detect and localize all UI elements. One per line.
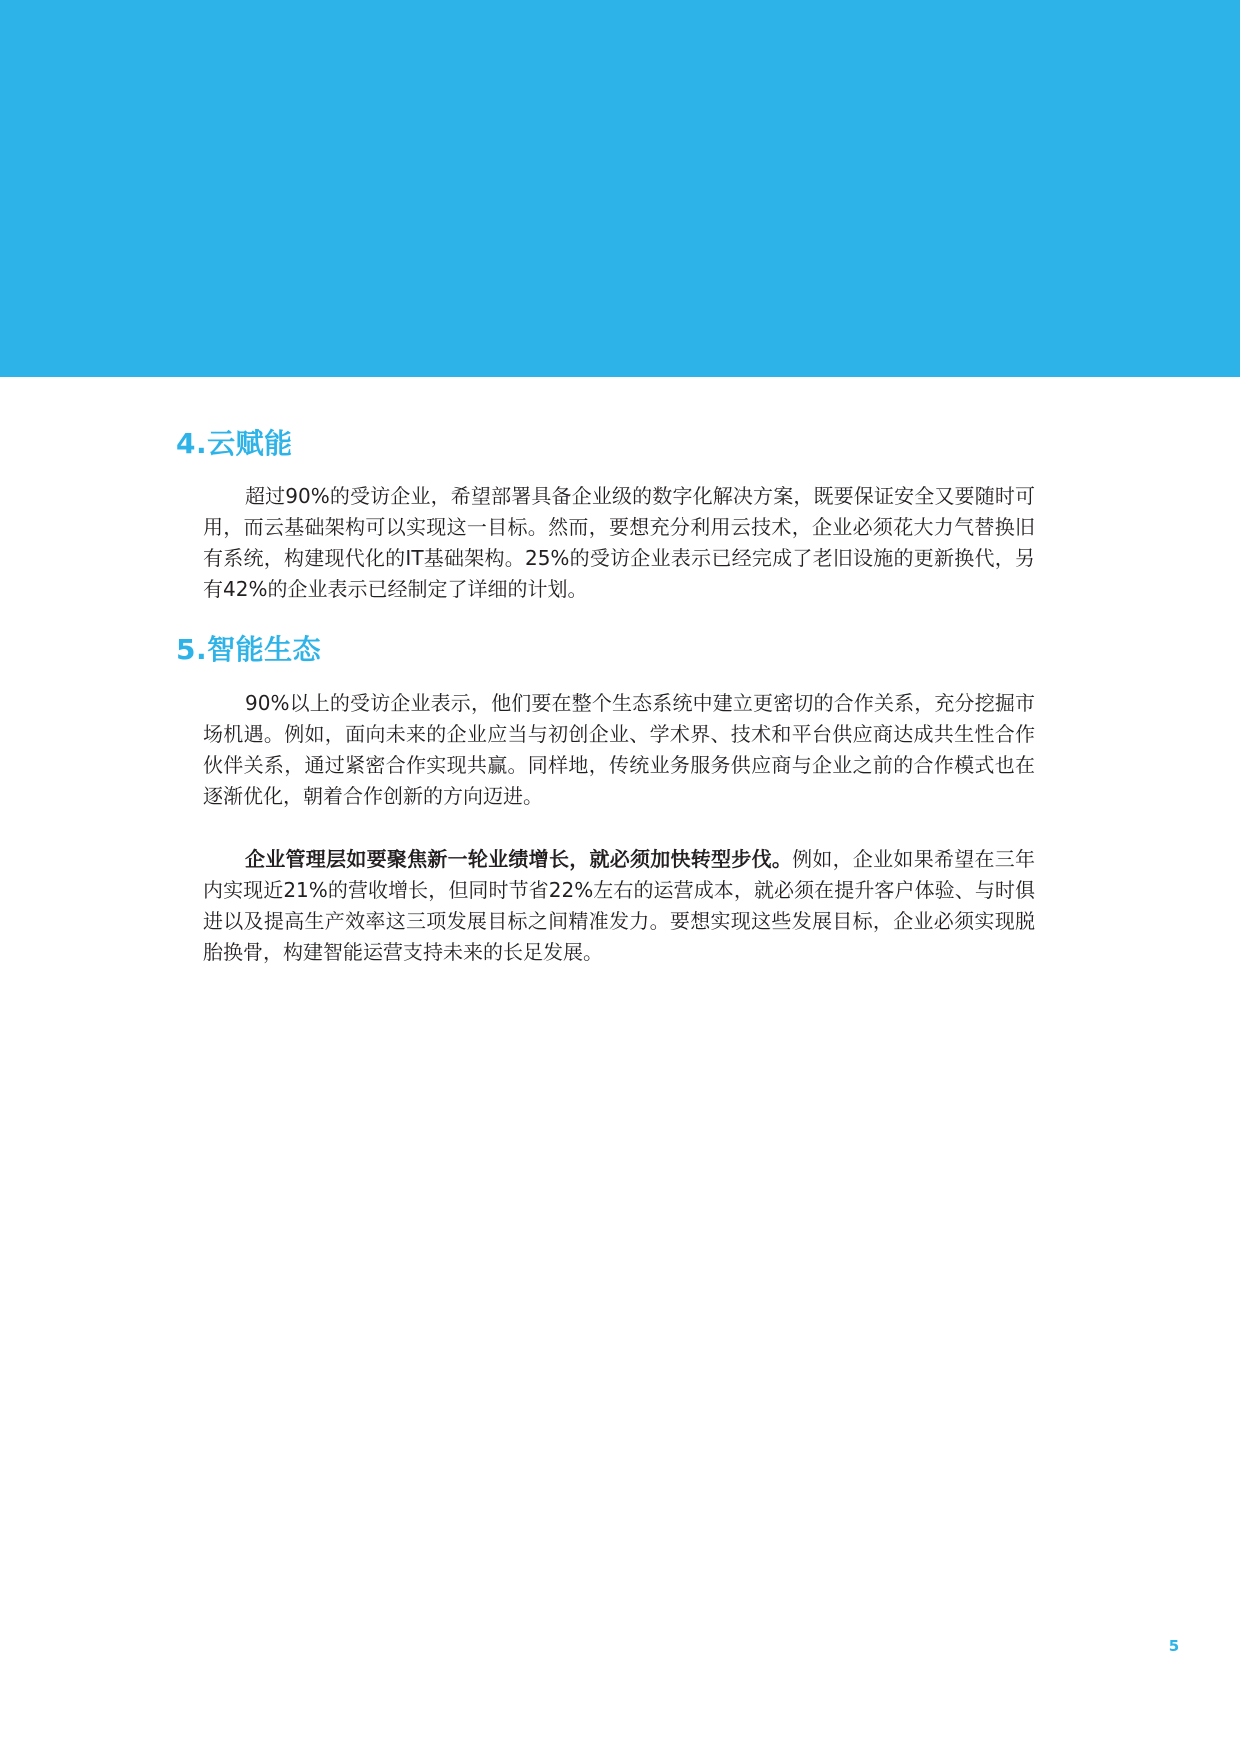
page-number: 5 — [1168, 1637, 1180, 1655]
section-heading-ecosystem: 5.智能生态 — [176, 633, 322, 666]
paragraph-growth-body: 例如，企业如果希望在三年内实现近21%的营收增长，但同时节省22%左右的运营成本，就必须在提升客户体验、与时俱进以及提高生产效率这三项发展目标之间精准发力。要想实现这些发展目标，企业必须实现脱胎换骨，构建智能运营支持未来的长足发展。 — [203, 847, 1036, 964]
section-heading-cloud: 4.云赋能 — [176, 427, 293, 460]
paragraph-growth-lead: 企业管理层如要聚焦新一轮业绩增长，就必须加快转型步伐。 — [245, 847, 793, 871]
paragraph-growth — [203, 844, 1035, 968]
paragraph-ecosystem: 90%以上的受访企业表示，他们要在整个生态系统中建立更密切的合作关系，充分挖掘市场机遇。例如，面向未来的企业应当与初创企业、学术界、技术和平台供应商达成共生性合作伙伴关系，通过紧密合作实现共赢。同样地，传统业务服务供应商与企业之前的合作模式也在逐渐优化，朝着合作创新的方向迈进。 — [203, 691, 1035, 808]
top-banner — [0, 0, 1240, 377]
paragraph-cloud: 超过90%的受访企业，希望部署具备企业级的数字化解决方案，既要保证安全又要随时可用，而云基础架构可以实现这一目标。然而，要想充分利用云技术，企业必须花大力气替换旧有系统，构建现代化的IT基础架构。25%的受访企业表示已经完成了老旧设施的更新换代，另有42%的企业表示已经制定了详细的计划。 — [203, 484, 1035, 601]
